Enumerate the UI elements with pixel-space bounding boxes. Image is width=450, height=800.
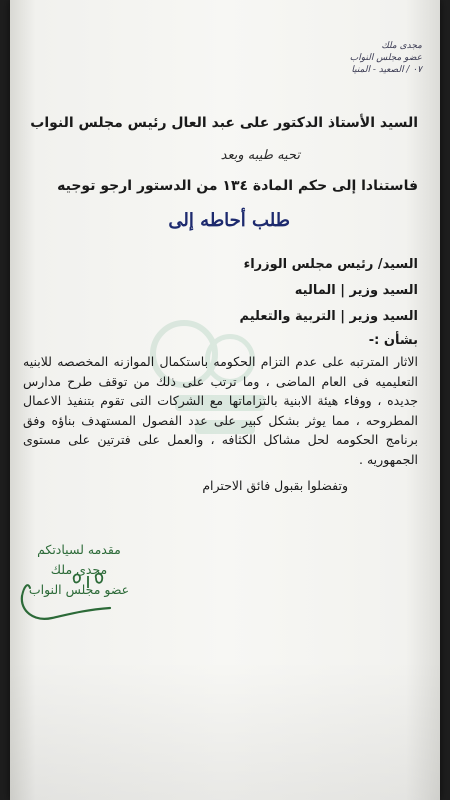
- signature-title: عضو مجلس النواب: [28, 582, 130, 597]
- intro-line: فاستنادا إلى حكم المادة ١٣٤ من الدستور ارجو توجيه: [57, 178, 418, 194]
- letter-page: [10, 0, 440, 800]
- handwritten-signature: [14, 566, 124, 626]
- handwritten-header: [322, 40, 422, 76]
- closing-line: وتفضلوا بقبول فائق الاحترام: [202, 478, 348, 493]
- subject-heading: بشأن :-: [368, 333, 418, 348]
- paper-shadow: [10, 660, 440, 800]
- recipient-finance-minister: السيد وزير | الماليه: [294, 283, 418, 298]
- recipients-list: [240, 252, 418, 330]
- header-title: عضو مجلس النواب: [349, 53, 422, 63]
- addressee-line: السيد الأستاذ الدكتور على عبد العال رئيس مجلس النواب: [30, 115, 418, 131]
- header-name: مجدى ملك: [381, 41, 422, 51]
- letter-body: الاثار المترتبه على عدم التزام الحكومه باستكمال الموازنه المخصصه للابنيه التعليميه فى العام الماضى ، وما ترتب على ذلك من توقف طرح مدارس جديده ، ووفاء هيئة الابنية بالتزاماتها مع الشركات التى تقوم بتنفيذ الاعمال المطروحه ، مما يوثر بشكل كبير على عدد الفصول المستهدف بناؤه وفق برنامج الحكومه لحل مشاكل الكثافه ، والعمل على فترتين على مستوى الجمهوريه .: [23, 354, 418, 467]
- header-district: ٠٧ / الصعيد - المنيا: [351, 65, 422, 75]
- greeting-line: تحيه طيبه وبعد: [220, 148, 300, 163]
- recipient-prime-minister: السيد/ رئيس مجلس الوزراء: [243, 257, 418, 272]
- recipient-education-minister: السيد وزير | التربية والتعليم: [239, 309, 418, 324]
- signature-name: مجدى ملك: [50, 562, 108, 577]
- signature-submitted-by: مقدمه لسيادتكم: [37, 542, 121, 557]
- request-title: طلب أحاطه إلى: [168, 210, 290, 231]
